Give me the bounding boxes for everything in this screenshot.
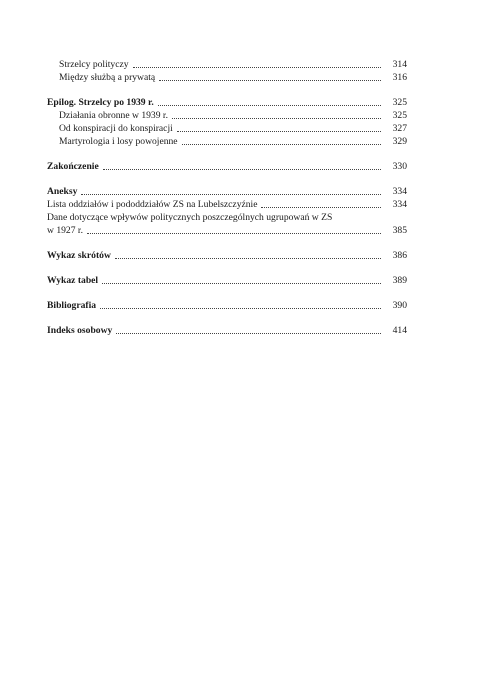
dot-leader bbox=[172, 118, 381, 119]
toc-chapter-page: 414 bbox=[392, 325, 407, 336]
toc-entry-page: 329 bbox=[392, 136, 407, 147]
dot-leader bbox=[261, 207, 381, 208]
dot-leader bbox=[81, 194, 381, 195]
dot-leader bbox=[133, 67, 381, 68]
toc-chapter-page: 334 bbox=[392, 186, 407, 197]
dot-leader bbox=[116, 333, 381, 334]
toc-chapter-title: Indeks osobowy bbox=[47, 325, 113, 336]
dot-leader bbox=[115, 258, 381, 259]
toc-entry-multiline bbox=[47, 211, 407, 237]
dot-leader bbox=[102, 283, 381, 284]
toc-entry-title: Martyrologia i losy powojenne bbox=[59, 136, 178, 147]
toc-entry-title: Lista oddziałów i pododdziałów ZS na Lubelszczyźnie bbox=[47, 199, 258, 210]
toc-chapter-title: Bibliografia bbox=[47, 300, 97, 311]
toc-entry-title-line2: w 1927 r. bbox=[47, 225, 83, 236]
toc-entry bbox=[47, 58, 407, 71]
toc-entry-page: 314 bbox=[392, 59, 407, 70]
dot-leader bbox=[158, 105, 381, 106]
toc-chapter-aneksy bbox=[47, 185, 407, 198]
table-of-contents bbox=[47, 58, 407, 337]
toc-entry-title: Od konspiracji do konspiracji bbox=[59, 123, 173, 134]
dot-leader bbox=[177, 131, 381, 132]
toc-chapter-title: Wykaz tabel bbox=[47, 275, 99, 286]
toc-entry-page: 334 bbox=[392, 199, 407, 210]
toc-chapter-bibliografia bbox=[47, 299, 407, 312]
toc-entry-page: 316 bbox=[392, 72, 407, 83]
toc-entry bbox=[47, 198, 407, 211]
toc-chapter-title: Epilog. Strzelcy po 1939 r. bbox=[47, 97, 154, 108]
toc-entry bbox=[47, 122, 407, 135]
dot-leader bbox=[159, 80, 381, 81]
toc-entry-title-line1: Dane dotyczące wpływów politycznych poszczególnych ugrupowań w ZS bbox=[47, 212, 333, 223]
toc-chapter-title: Zakończenie bbox=[47, 161, 99, 172]
toc-chapter-page: 390 bbox=[392, 300, 407, 311]
dot-leader bbox=[182, 144, 381, 145]
toc-entry-page: 385 bbox=[392, 225, 407, 236]
toc-chapter-title: Aneksy bbox=[47, 186, 78, 197]
toc-entry bbox=[47, 71, 407, 84]
toc-chapter-indeks bbox=[47, 324, 407, 337]
toc-chapter-epilog bbox=[47, 96, 407, 109]
toc-entry-page: 325 bbox=[392, 110, 407, 121]
dot-leader bbox=[87, 233, 381, 234]
toc-entry bbox=[47, 109, 407, 122]
toc-chapter-page: 325 bbox=[392, 97, 407, 108]
toc-chapter-zakonczenie bbox=[47, 160, 407, 173]
toc-chapter-wykaz-skrotow bbox=[47, 249, 407, 262]
toc-chapter-wykaz-tabel bbox=[47, 274, 407, 287]
toc-entry-title: Między służbą a prywatą bbox=[59, 72, 156, 83]
toc-chapter-page: 386 bbox=[392, 250, 407, 261]
toc-entry bbox=[47, 135, 407, 148]
toc-chapter-title: Wykaz skrótów bbox=[47, 250, 111, 261]
toc-entry-title: Strzelcy polityczy bbox=[59, 59, 129, 70]
toc-chapter-page: 330 bbox=[392, 161, 407, 172]
toc-entry-title: Działania obronne w 1939 r. bbox=[59, 110, 168, 121]
dot-leader bbox=[103, 169, 381, 170]
dot-leader bbox=[100, 308, 381, 309]
toc-chapter-page: 389 bbox=[392, 275, 407, 286]
toc-entry-page: 327 bbox=[392, 123, 407, 134]
